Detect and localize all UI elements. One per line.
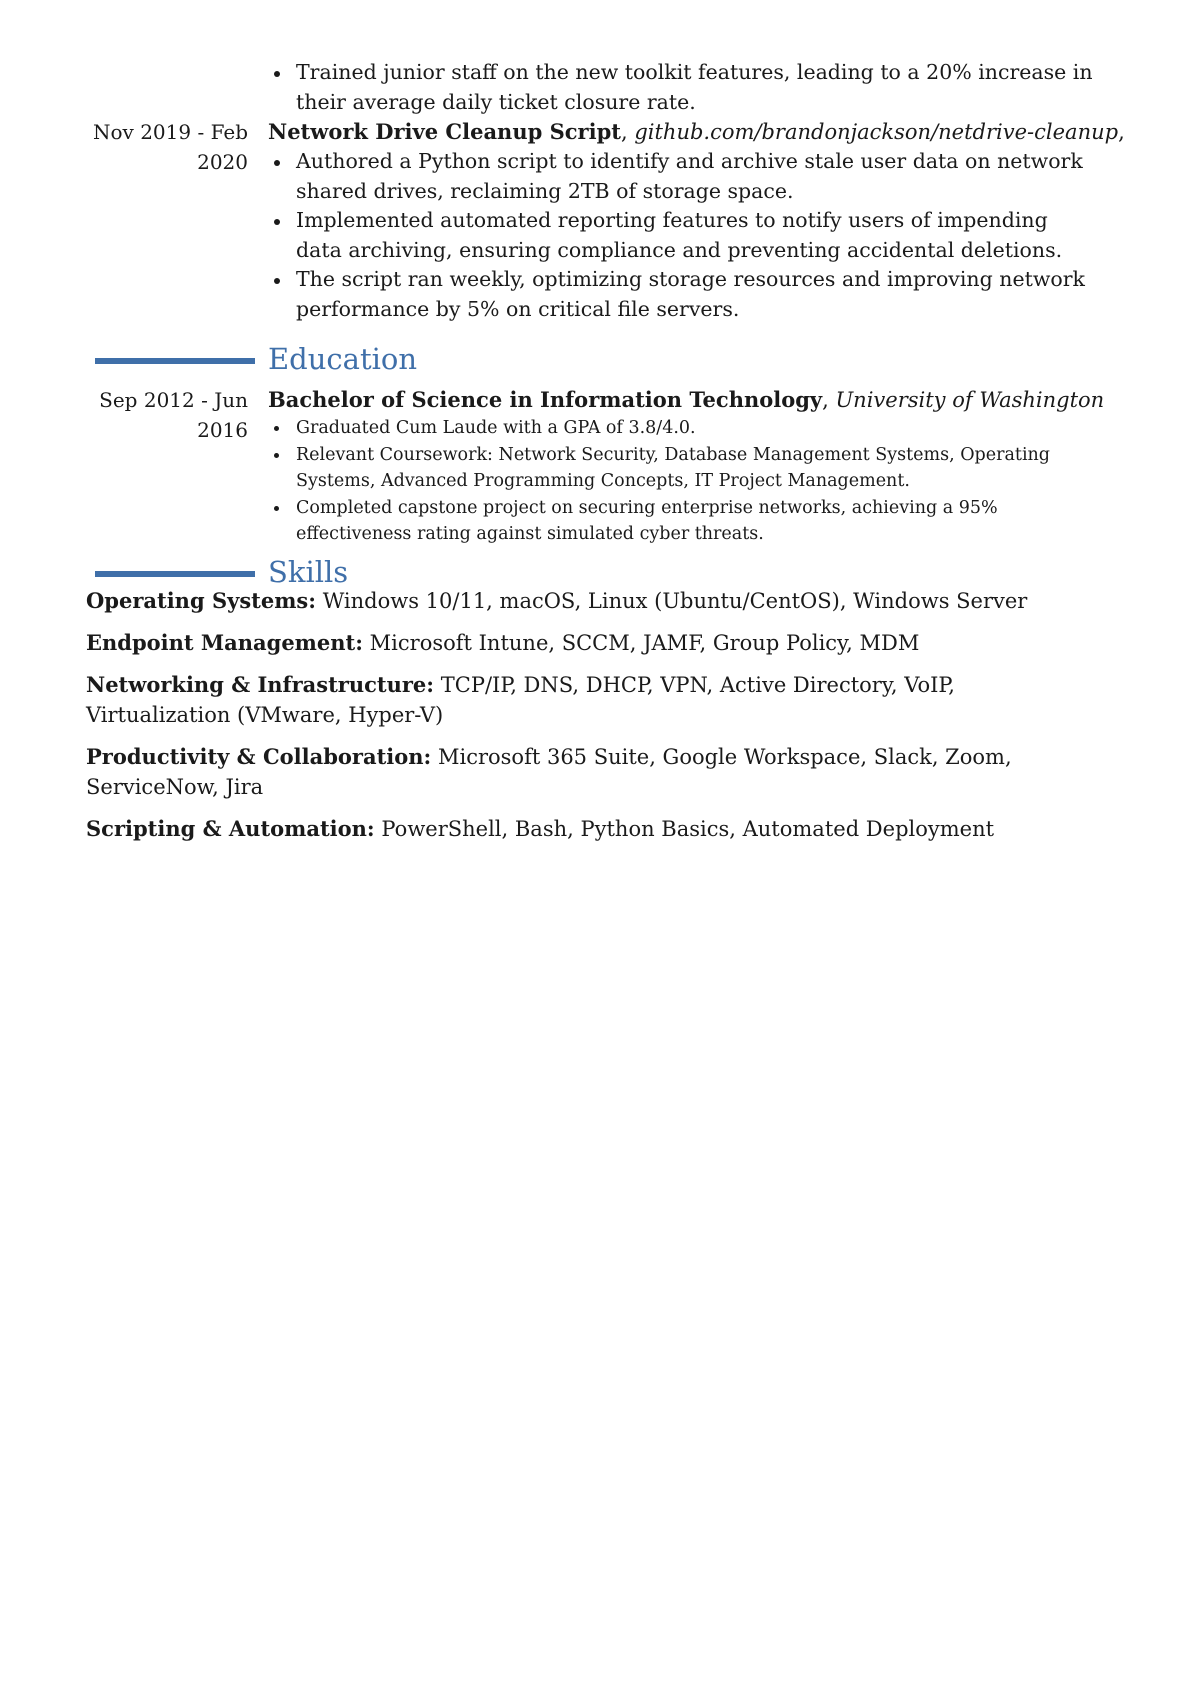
- section-title: Education: [268, 342, 418, 376]
- list-item: Trained junior staff on the new toolkit features, leading to a 20% increase in their average daily ticket closure rate.: [268, 58, 1098, 117]
- experience-tail-bullets: [268, 58, 1098, 117]
- skill-item-networking: Networking & Infrastructure: TCP/IP, DNS, DHCP, VPN, Active Directory, VoIP, Virtualization (VMware, Hyper-V): [86, 672, 955, 727]
- degree-name: Bachelor of Science in Information Technology: [268, 387, 823, 412]
- section-divider: [95, 571, 255, 577]
- project-bullets: [268, 147, 1098, 324]
- project-name: Network Drive Cleanup Script: [268, 119, 621, 144]
- skill-item-endpoint-management: Endpoint Management: Microsoft Intune, SCCM, JAMF, Group Policy, MDM: [86, 630, 920, 655]
- education-heading: [0, 340, 1190, 380]
- project-title: Network Drive Cleanup Script, github.com/brandonjackson/netdrive-cleanup,: [268, 119, 1125, 144]
- skill-item-operating-systems: Operating Systems: Windows 10/11, macOS, Linux (Ubuntu/CentOS), Windows Server: [86, 588, 1028, 613]
- education-bullets: [268, 415, 1098, 548]
- project-date: Nov 2019 - Feb 2020: [93, 120, 248, 174]
- section-title: Skills: [268, 555, 349, 589]
- project-link[interactable]: github.com/brandonjackson/netdrive-cleanup: [634, 120, 1119, 144]
- education-date: Sep 2012 - Jun 2016: [99, 388, 248, 442]
- skill-item-productivity: Productivity & Collaboration: Microsoft 365 Suite, Google Workspace, Slack, Zoom, ServiceNow, Jira: [86, 744, 1012, 799]
- list-item: The script ran weekly, optimizing storage resources and improving network performance by 5% on critical file servers.: [268, 265, 1098, 324]
- section-divider: [95, 358, 255, 364]
- skill-item-scripting: Scripting & Automation: PowerShell, Bash, Python Basics, Automated Deployment: [86, 816, 995, 841]
- school-name: University of Washington: [835, 388, 1105, 412]
- list-item: Implemented automated reporting features to notify users of impending data archiving, ensuring compliance and preventing accidental deletions.: [268, 206, 1098, 265]
- list-item: Authored a Python script to identify and archive stale user data on network shared drives, reclaiming 2TB of storage space.: [268, 147, 1098, 206]
- list-item: Graduated Cum Laude with a GPA of 3.8/4.0.: [268, 415, 1098, 442]
- skills-list: [86, 586, 1096, 856]
- education-title: Bachelor of Science in Information Technology, University of Washington: [268, 387, 1105, 412]
- list-item: Relevant Coursework: Network Security, Database Management Systems, Operating Systems, Advanced Programming Concepts, IT Project Management.: [268, 442, 1098, 495]
- list-item: Completed capstone project on securing enterprise networks, achieving a 95% effectiveness rating against simulated cyber threats.: [268, 495, 1098, 548]
